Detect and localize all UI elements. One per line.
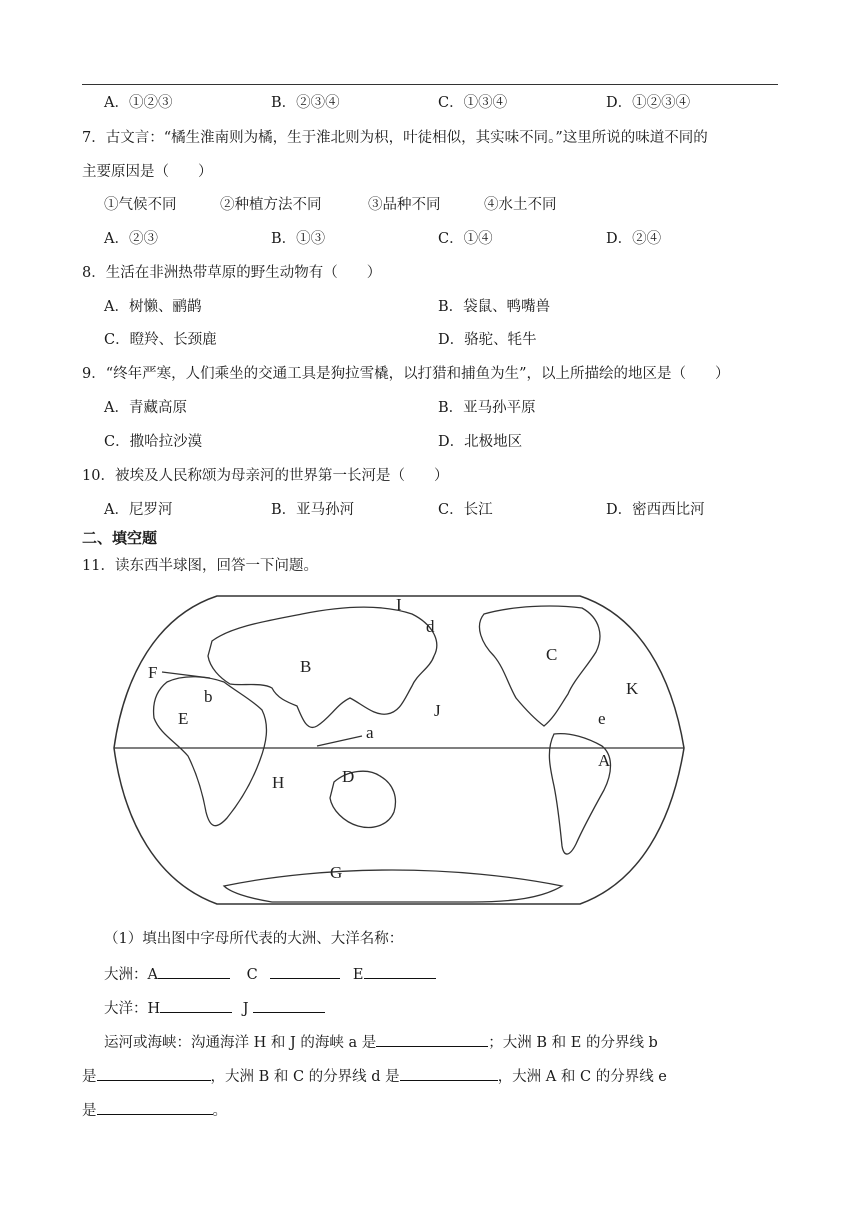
- map-frame: [114, 596, 684, 904]
- oceans-j-label: J: [242, 1001, 249, 1017]
- q6-option-a[interactable]: A．①②③: [104, 95, 173, 111]
- blank-continent-e[interactable]: [364, 962, 436, 979]
- blank-boundary-b[interactable]: [97, 1064, 211, 1081]
- q9-option-d[interactable]: D．北极地区: [438, 434, 523, 450]
- q10-option-d[interactable]: D．密西西比河: [606, 502, 705, 518]
- map-label-e-canal: e: [598, 709, 606, 728]
- map-label-e-continent: E: [178, 709, 189, 728]
- q7-choice-2: ②种植方法不同: [220, 197, 322, 213]
- map-label-d-continent: D: [342, 767, 355, 786]
- q9-option-b[interactable]: B．亚马孙平原: [438, 400, 536, 416]
- map-label-c: C: [546, 645, 558, 664]
- strait-text-1-tail: ；大洲 B 和 E 的分界线 b: [488, 1035, 658, 1051]
- q10-option-a[interactable]: A．尼罗河: [104, 502, 173, 518]
- q9-stem: 9．“终年严寒，人们乘坐的交通工具是狗拉雪橇，以打猎和捕鱼为生”，以上所描绘的地区是（ ）: [82, 366, 730, 382]
- q10-stem: 10．被埃及人民称颂为母亲河的世界第一长河是（ ）: [82, 468, 449, 484]
- q11-sub1: （1）填出图中字母所代表的大洲、大洋名称：: [104, 931, 404, 947]
- q8-option-c[interactable]: C．瞪羚、长颈鹿: [104, 332, 217, 348]
- strait-text-2-mid: ，大洲 B 和 C 的分界线 d 是: [210, 1069, 400, 1085]
- map-label-d: d: [426, 617, 435, 636]
- map-label-k: K: [626, 679, 639, 698]
- blank-strait-a[interactable]: [376, 1030, 488, 1047]
- map-label-h: H: [272, 773, 285, 792]
- strait-text-2-tail: ，大洲 A 和 C 的分界线 e: [497, 1069, 667, 1085]
- q6-option-b[interactable]: B．②③④: [271, 95, 340, 111]
- q8-stem: 8．生活在非洲热带草原的野生动物有（ ）: [82, 265, 382, 281]
- q7-choice-4: ④水土不同: [484, 197, 557, 213]
- map-label-j: J: [434, 701, 441, 720]
- map-label-b-strait: b: [204, 687, 213, 706]
- q11-strait-line2: [82, 1064, 667, 1087]
- q8-option-a[interactable]: A．树懒、鹂鹋: [104, 299, 202, 315]
- q8-option-b[interactable]: B．袋鼠、鸭嘴兽: [438, 299, 551, 315]
- q11-continents-line: [104, 962, 436, 985]
- q7-stem-line2: 主要原因是（ ）: [82, 164, 213, 180]
- map-label-a-strait: a: [366, 723, 374, 742]
- map-label-i: I: [396, 595, 402, 614]
- q10-option-c[interactable]: C．长江: [438, 502, 493, 518]
- q6-option-c[interactable]: C．①③④: [438, 95, 508, 111]
- q7-option-c[interactable]: C．①④: [438, 231, 493, 247]
- blank-boundary-d[interactable]: [400, 1064, 498, 1081]
- blank-continent-a[interactable]: [158, 962, 230, 979]
- q9-option-c[interactable]: C．撒哈拉沙漠: [104, 434, 203, 450]
- q7-option-b[interactable]: B．①③: [271, 231, 326, 247]
- q7-option-d[interactable]: D．②④: [606, 231, 662, 247]
- strait-text-3-head: 是: [82, 1103, 97, 1119]
- blank-ocean-h[interactable]: [160, 996, 232, 1013]
- q11-strait-line1: [104, 1030, 658, 1053]
- oceans-prefix: 大洋：H: [104, 1001, 161, 1017]
- q10-option-b[interactable]: B．亚马孙河: [271, 502, 355, 518]
- continents-prefix: 大洲：A: [104, 967, 158, 983]
- continents-c-label: C: [246, 967, 258, 983]
- blank-boundary-e[interactable]: [97, 1098, 213, 1115]
- q7-choice-3: ③品种不同: [368, 197, 441, 213]
- world-map: [112, 586, 686, 916]
- q11-oceans-line: [104, 996, 325, 1019]
- strait-text-2-head: 是: [82, 1069, 97, 1085]
- section-title: 二、填空题: [82, 529, 158, 547]
- q11-stem: 11．读东西半球图，回答一下问题。: [82, 558, 318, 574]
- map-label-a-continent: A: [598, 751, 611, 770]
- q7-option-a[interactable]: A．②③: [104, 231, 158, 247]
- q8-option-d[interactable]: D．骆驼、牦牛: [438, 332, 537, 348]
- q7-choice-1: ①气候不同: [104, 197, 177, 213]
- strait-text-3-tail: 。: [212, 1103, 227, 1119]
- continents-e-label: E: [352, 967, 364, 983]
- map-label-f: F: [148, 663, 158, 682]
- q11-strait-line3: [82, 1098, 227, 1121]
- header-rule: [82, 84, 778, 85]
- q6-option-d[interactable]: D．①②③④: [606, 95, 691, 111]
- q7-stem-line1: 7．古文言：“橘生淮南则为橘，生于淮北则为枳，叶徒相似，其实味不同。”这里所说的味道不同的: [82, 130, 708, 146]
- blank-ocean-j[interactable]: [253, 996, 325, 1013]
- map-label-g: G: [330, 863, 343, 882]
- strait-text-1: 运河或海峡：沟通海洋 H 和 J 的海峡 a 是: [104, 1035, 377, 1051]
- blank-continent-c[interactable]: [270, 962, 340, 979]
- q9-option-a[interactable]: A．青藏高原: [104, 400, 187, 416]
- map-label-b-continent: B: [300, 657, 312, 676]
